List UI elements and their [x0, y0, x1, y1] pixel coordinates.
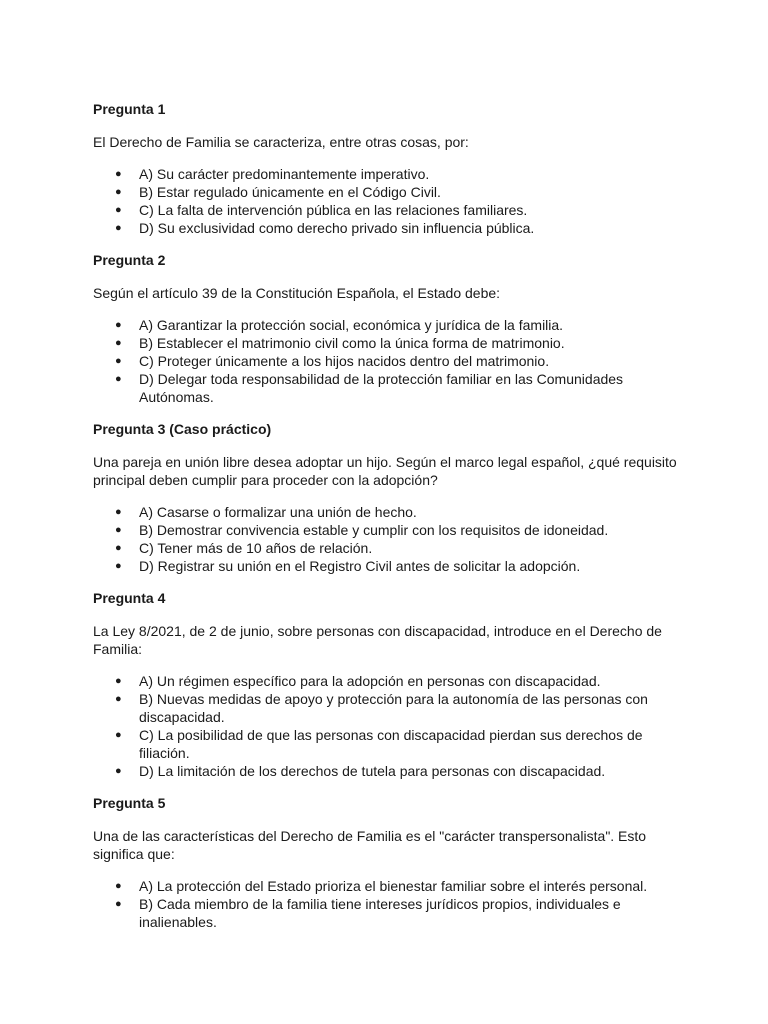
bullet-icon: ●	[115, 319, 122, 331]
question-title: Pregunta 2	[93, 252, 166, 268]
list-item	[93, 503, 693, 521]
option-text: A) Casarse o formalizar una unión de hecho.	[139, 504, 417, 520]
bullet-icon: ●	[115, 675, 122, 687]
list-item	[93, 557, 693, 575]
bullet-icon: ●	[115, 729, 122, 741]
bullet-icon: ●	[115, 524, 122, 536]
bullet-icon: ●	[115, 542, 122, 554]
option-text: B) Cada miembro de la familia tiene intereses jurídicos propios, individuales e inalienables.	[139, 896, 621, 930]
question-text: Según el artículo 39 de la Constitución Española, el Estado debe:	[93, 285, 501, 301]
option-list	[93, 316, 693, 406]
option-text: D) La limitación de los derechos de tutela para personas con discapacidad.	[139, 763, 606, 779]
list-item	[93, 352, 693, 370]
option-list	[93, 165, 693, 237]
question-title: Pregunta 5	[93, 795, 166, 811]
list-item	[93, 165, 693, 183]
option-text: D) Registrar su unión en el Registro Civil antes de solicitar la adopción.	[139, 558, 581, 574]
list-item	[93, 201, 693, 219]
list-item	[93, 219, 693, 237]
list-item	[93, 316, 693, 334]
question-4	[93, 589, 693, 780]
question-title: Pregunta 1	[93, 101, 166, 117]
list-item	[93, 370, 693, 406]
list-item	[93, 690, 693, 726]
option-text: C) La falta de intervención pública en las relaciones familiares.	[139, 202, 528, 218]
option-text: B) Demostrar convivencia estable y cumplir con los requisitos de idoneidad.	[139, 522, 609, 538]
list-item	[93, 726, 693, 762]
question-text: Una pareja en unión libre desea adoptar un hijo. Según el marco legal español, ¿qué requisito principal deben cumplir para proceder con la adopción?	[93, 454, 677, 488]
bullet-icon: ●	[115, 186, 122, 198]
option-text: B) Estar regulado únicamente en el Código Civil.	[139, 184, 441, 200]
question-title: Pregunta 4	[93, 590, 166, 606]
bullet-icon: ●	[115, 765, 122, 777]
question-1	[93, 100, 693, 237]
bullet-icon: ●	[115, 337, 122, 349]
option-text: D) Su exclusividad como derecho privado sin influencia pública.	[139, 220, 535, 236]
option-list	[93, 672, 693, 780]
option-text: C) La posibilidad de que las personas con discapacidad pierdan sus derechos de filiación.	[139, 727, 643, 761]
option-text: C) Proteger únicamente a los hijos nacidos dentro del matrimonio.	[139, 353, 550, 369]
question-text: La Ley 8/2021, de 2 de junio, sobre personas con discapacidad, introduce en el Derecho de Familia:	[93, 623, 662, 657]
question-5	[93, 794, 693, 931]
option-list	[93, 503, 693, 575]
question-text: El Derecho de Familia se caracteriza, entre otras cosas, por:	[93, 134, 469, 150]
list-item	[93, 539, 693, 557]
list-item	[93, 672, 693, 690]
list-item	[93, 877, 693, 895]
question-3	[93, 420, 693, 575]
list-item	[93, 762, 693, 780]
option-text: D) Delegar toda responsabilidad de la protección familiar en las Comunidades Autónomas.	[139, 371, 624, 405]
option-text: B) Establecer el matrimonio civil como la única forma de matrimonio.	[139, 335, 565, 351]
option-text: A) La protección del Estado prioriza el bienestar familiar sobre el interés personal.	[139, 878, 648, 894]
bullet-icon: ●	[115, 373, 122, 385]
bullet-icon: ●	[115, 506, 122, 518]
option-list	[93, 877, 693, 931]
option-text: C) Tener más de 10 años de relación.	[139, 540, 373, 556]
bullet-icon: ●	[115, 898, 122, 910]
question-text: Una de las características del Derecho de Familia es el "carácter transpersonalista". Esto significa que:	[93, 828, 647, 862]
list-item	[93, 521, 693, 539]
list-item	[93, 895, 693, 931]
bullet-icon: ●	[115, 222, 122, 234]
bullet-icon: ●	[115, 168, 122, 180]
bullet-icon: ●	[115, 204, 122, 216]
list-item	[93, 183, 693, 201]
option-text: A) Su carácter predominantemente imperativo.	[139, 166, 430, 182]
bullet-icon: ●	[115, 693, 122, 705]
option-text: A) Un régimen específico para la adopción en personas con discapacidad.	[139, 673, 601, 689]
document-page	[93, 100, 693, 945]
option-text: A) Garantizar la protección social, económica y jurídica de la familia.	[139, 317, 564, 333]
option-text: B) Nuevas medidas de apoyo y protección para la autonomía de las personas con discapacidad.	[139, 691, 648, 725]
list-item	[93, 334, 693, 352]
bullet-icon: ●	[115, 355, 122, 367]
question-2	[93, 251, 693, 406]
bullet-icon: ●	[115, 560, 122, 572]
question-title: Pregunta 3 (Caso práctico)	[93, 421, 272, 437]
bullet-icon: ●	[115, 880, 122, 892]
